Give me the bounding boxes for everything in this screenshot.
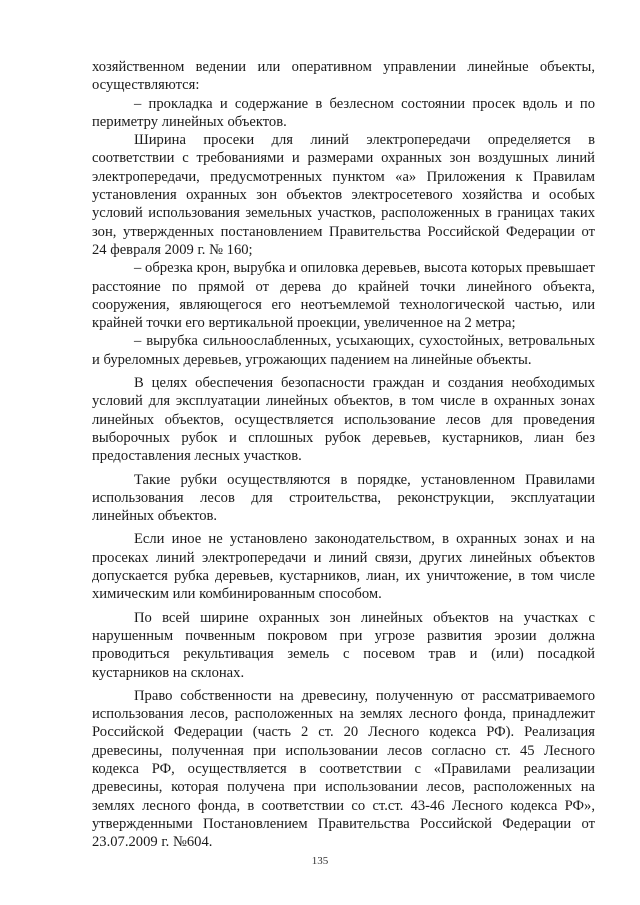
paragraph-6: В целях обеспечения безопасности граждан и создания необходимых условий для эксплуатации линейных объектов, в том числе в охранных зонах линейных объектов, осуществляется использование лесов для проведения выборочных рубок и сплошных рубок деревьев, кустарников, лиан без предоставления лесных участков. [92,375,595,465]
body-text [92,58,595,851]
paragraph-7: Такие рубки осуществляются в порядке, установленном Правилами использования лесов для строительства, реконструкции, эксплуатации линейных объектов. [92,471,595,525]
page-number: 135 [311,855,329,867]
paragraph-5: – вырубка сильноослабленных, усыхающих, сухостойных, ветровальных и буреломных деревьев, угрожающих падением на линейные объекты. [92,333,595,368]
paragraph-2: – прокладка и содержание в безлесном состоянии просек вдоль и по периметру линейных объектов. [92,95,595,130]
paragraph-4: – обрезка крон, вырубка и опиловка деревьев, высота которых превышает расстояние по прямой от дерева до крайней точки линейного объекта, сооружения, являющегося его неотъемлемой технологической частью, или крайней точки его вертикальной проекции, увеличенное на 2 метра; [92,260,595,332]
paragraph-10: Право собственности на древесину, полученную от рассматриваемого использования лесов, расположенных на землях лесного фонда, принадлежит Российской Федерации (часть 2 ст. 20 Лесного кодекса РФ). Реализация древесины, полученная при использовании лесов согласно ст. 45 Лесного кодекса РФ, осуществляется в соответствии с «Правилами реализации древесины, которая получена при использовании лесов, расположенных на землях лесного фонда, в соответствии со ст.ст. 43-46 Лесного кодекса РФ», утвержденными Постановлением Правительства Российской Федерации от 23.07.2009 г. №604. [92,687,595,851]
paragraph-8: Если иное не установлено законодательством, в охранных зонах и на просеках линий электропередачи и линий связи, других линейных объектов допускается рубка деревьев, кустарников, лиан, их уничтожение, в том числе химическим или комбинированным способом. [92,531,595,603]
paragraph-1: хозяйственном ведении или оперативном управлении линейные объекты, осуществляются: [92,59,595,94]
paragraph-9: По всей ширине охранных зон линейных объектов на участках с нарушенным почвенным покровом при угрозе развития эрозии должна проводиться рекультивация земель с посевом трав и (или) посадкой кустарников на склонах. [92,609,595,681]
paragraph-3: Ширина просеки для линий электропередачи определяется в соответствии с требованиями и размерами охранных зон воздушных линий электропередачи, предусмотренных пунктом «а» Приложения к Правилам установления охранных зон объектов электросетевого хозяйства и особых условий использования земельных участков, расположенных в границах таких зон, утвержденных постановлением Правительства Российской Федерации от 24 февраля 2009 г. № 160; [92,132,595,258]
